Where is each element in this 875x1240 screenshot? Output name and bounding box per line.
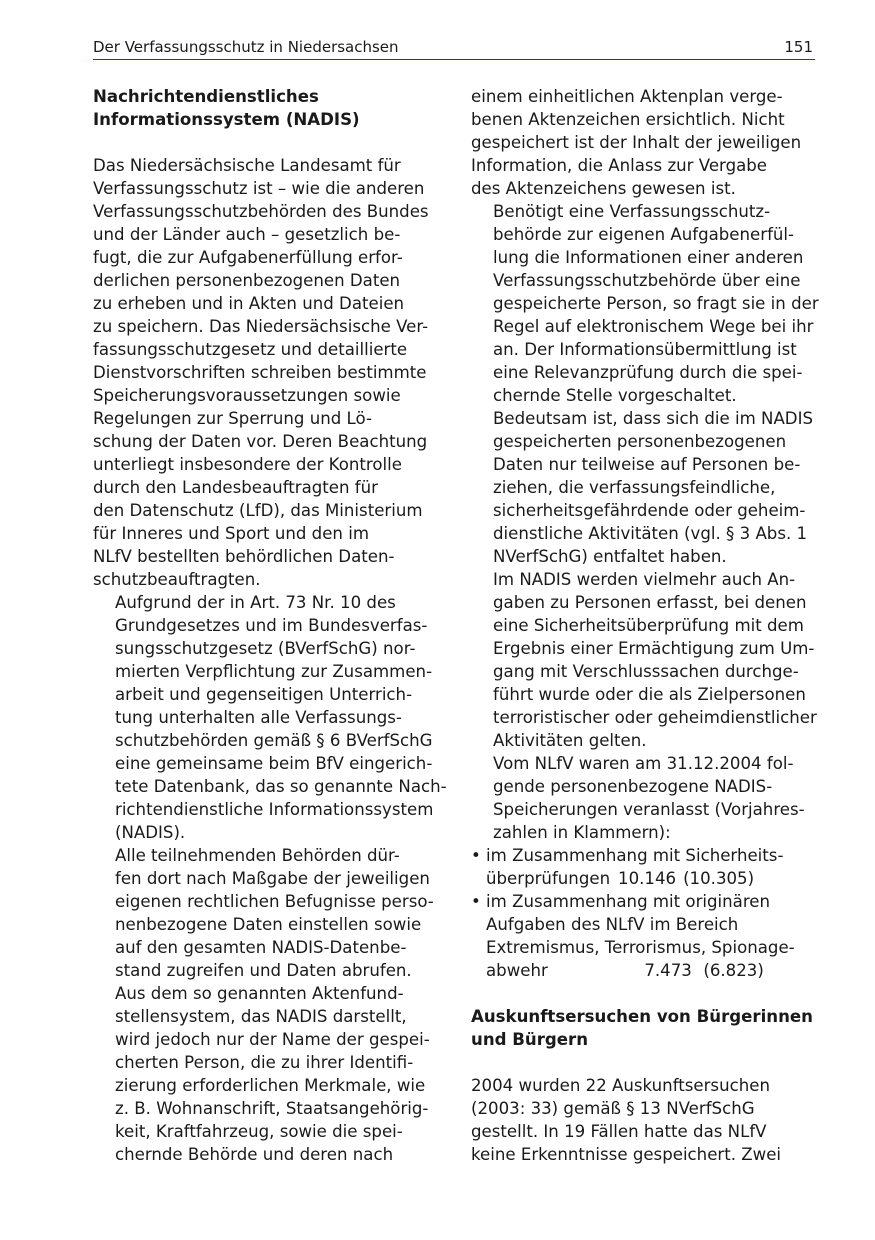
paragraph (93, 154, 438, 591)
text-line: Daten nur teilweise auf Personen be- (493, 455, 801, 474)
previous-count: (10.305) (683, 869, 755, 888)
paragraph (93, 844, 438, 982)
heading-line: Auskunftsersuchen von Bürgerinnen (471, 1007, 813, 1026)
text-line: gaben zu Personen erfasst, bei denen (493, 593, 807, 612)
bullet-value-line (471, 867, 816, 890)
text-line: behörde zur eigenen Aufgabenerfül- (493, 225, 795, 244)
text-line: chernde Stelle vorgeschaltet. (493, 386, 737, 405)
text-line: cherten Person, die zu ihrer Identifi- (115, 1053, 414, 1072)
text-line: Speicherungsvoraussetzungen sowie (93, 386, 401, 405)
text-line: Aufgrund der in Art. 73 Nr. 10 des (115, 593, 396, 612)
text-line: gang mit Verschlusssachen durchge- (493, 662, 799, 681)
text-line: Benötigt eine Verfassungsschutz- (493, 202, 771, 221)
text-line: zahlen in Klammern): (493, 823, 671, 842)
text-line: tung unterhalten alle Verfassungs- (115, 708, 402, 727)
text-line: keit, Kraftfahrzeug, sowie die spei- (115, 1122, 403, 1141)
text-line: (2003: 33) gemäß § 13 NVerfSchG (471, 1099, 755, 1118)
text-line: tete Datenbank, das so genannte Nach- (115, 777, 447, 796)
right-column (471, 85, 819, 1166)
text-line: gespeicherte Person, so fragt sie in der (493, 294, 819, 313)
text-line: 2004 wurden 22 Auskunftsersuchen (471, 1076, 770, 1095)
text-line: und der Länder auch – gesetzlich be- (93, 225, 401, 244)
paragraph (93, 591, 447, 844)
text-line: Regelungen zur Sperrung und Lö- (93, 409, 372, 428)
text-line: Dienstvorschriften schreiben bestimmte (93, 363, 427, 382)
text-line: ziehen, die verfassungsfeindliche, (493, 478, 776, 497)
text-line: gespeicherten personenbezogenen (493, 432, 787, 451)
text-line: auf den gesamten NADIS-Datenbe- (115, 938, 407, 957)
text-line: durch den Landesbeauftragten für (93, 478, 378, 497)
text-line: zierung erforderlichen Merkmale, wie (115, 1076, 426, 1095)
bullet-item (471, 890, 816, 982)
text-line: dienstliche Aktivitäten (vgl. § 3 Abs. 1 (493, 524, 808, 543)
paragraph (471, 1074, 816, 1166)
text-line: gespeichert ist der Inhalt der jeweiligen (471, 133, 802, 152)
current-count: 10.146 (618, 869, 677, 888)
bullet-line: • im Zusammenhang mit originären (471, 892, 771, 911)
section-heading-nadis (93, 85, 438, 131)
bullet-value-line (471, 959, 816, 982)
paragraph (471, 85, 816, 200)
text-line: fassungsschutzgesetz und detaillierte (93, 340, 408, 359)
text-line: des Aktenzeichens gewesen ist. (471, 179, 736, 198)
heading-line: Informationssystem (NADIS) (93, 110, 360, 129)
text-line: Bedeutsam ist, dass sich die im NADIS (493, 409, 814, 428)
heading-line: und Bürgern (471, 1030, 589, 1049)
paragraph (471, 407, 816, 568)
paragraph (471, 752, 816, 844)
bullet-list (471, 844, 816, 982)
text-line: führt wurde oder die als Zielpersonen (493, 685, 806, 704)
text-line: z. B. Wohnanschrift, Staatsangehörig- (115, 1099, 429, 1118)
running-header (93, 37, 815, 60)
text-line: mierten Verpflichtung zur Zusammen- (115, 662, 433, 681)
current-count: 7.473 (644, 961, 692, 980)
text-line: Aus dem so genannten Aktenfund- (115, 984, 404, 1003)
text-line: den Datenschutz (LfD), das Ministerium (93, 501, 423, 520)
text-line: eine Sicherheitsüberprüfung mit dem (493, 616, 804, 635)
text-line: benen Aktenzeichen ersichtlich. Nicht (471, 110, 785, 129)
text-line: lung die Informationen einer anderen (493, 248, 804, 267)
text-line: Vom NLfV waren am 31.12.2004 fol- (493, 754, 794, 773)
text-line: Das Niedersächsische Landesamt für (93, 156, 401, 175)
previous-count: (6.823) (703, 961, 764, 980)
text-line: für Inneres und Sport und den im (93, 524, 369, 543)
text-line: einem einheitlichen Aktenplan verge- (471, 87, 783, 106)
paragraph (471, 200, 819, 407)
text-line: Information, die Anlass zur Vergabe (471, 156, 768, 175)
paragraph (93, 982, 438, 1166)
text-line: schung der Daten vor. Deren Beachtung (93, 432, 428, 451)
text-line: richtendienstliche Informationssystem (115, 800, 434, 819)
text-line: schutzbehörden gemäß § 6 BVerfSchG (115, 731, 433, 750)
text-line: sungsschutzgesetz (BVerfSchG) nor- (115, 639, 416, 658)
text-line: wird jedoch nur der Name der gespei- (115, 1030, 430, 1049)
section-heading-auskunft (471, 1005, 816, 1051)
text-line: Speicherungen veranlasst (Vorjahres- (493, 800, 805, 819)
text-line: (NADIS). (115, 823, 186, 842)
text-line: Grundgesetzes und im Bundesverfas- (115, 616, 428, 635)
text-line: eigenen rechtlichen Befugnisse perso- (115, 892, 434, 911)
text-line: keine Erkenntnisse gespeichert. Zwei (471, 1145, 782, 1164)
text-line: eine Relevanzprüfung durch die spei- (493, 363, 803, 382)
paragraph (471, 568, 816, 752)
page-number: 151 (784, 38, 813, 56)
bullet-line: Extremismus, Terrorismus, Spionage- (486, 938, 795, 957)
text-line: chernde Behörde und deren nach (115, 1145, 394, 1164)
running-title: Der Verfassungsschutz in Niedersachsen (93, 38, 399, 56)
bullet-item (471, 844, 816, 890)
text-line: nenbezogene Daten einstellen sowie (115, 915, 422, 934)
text-line: an. Der Informationsübermittlung ist (493, 340, 797, 359)
bullet-line: Aufgaben des NLfV im Bereich (486, 915, 739, 934)
bullet-line: • im Zusammenhang mit Sicherheits- (471, 846, 784, 865)
text-line: NLfV bestellten behördlichen Daten- (93, 547, 395, 566)
text-line: zu speichern. Das Niedersächsische Ver- (93, 317, 429, 336)
text-line: terroristischer oder geheimdienstlicher (493, 708, 817, 727)
text-line: Verfassungsschutzbehörde über eine (493, 271, 801, 290)
text-line: eine gemeinsame beim BfV eingerich- (115, 754, 433, 773)
text-line: Im NADIS werden vielmehr auch An- (493, 570, 796, 589)
text-line: sicherheitsgefährdende oder geheim- (493, 501, 806, 520)
text-line: Ergebnis einer Ermächtigung zum Um- (493, 639, 815, 658)
text-line: schutzbeauftragten. (93, 570, 261, 589)
text-line: fugt, die zur Aufgabenerfüllung erfor- (93, 248, 403, 267)
text-line: arbeit und gegenseitigen Unterrich- (115, 685, 413, 704)
text-line: NVerfSchG) entfaltet haben. (493, 547, 727, 566)
text-line: Alle teilnehmenden Behörden dür- (115, 846, 400, 865)
text-line: Regel auf elektronischem Wege bei ihr (493, 317, 814, 336)
heading-line: Nachrichtendienstliches (93, 87, 319, 106)
text-line: gende personenbezogene NADIS- (493, 777, 773, 796)
text-line: fen dort nach Maßgabe der jeweiligen (115, 869, 430, 888)
text-line: derlichen personenbezogenen Daten (93, 271, 401, 290)
bullet-label: überprüfungen (486, 869, 611, 888)
left-column (93, 85, 447, 1166)
text-line: Verfassungsschutz ist – wie die anderen (93, 179, 425, 198)
bullet-label: abwehr (486, 961, 548, 980)
text-line: stellensystem, das NADIS darstellt, (115, 1007, 407, 1026)
text-line: gestellt. In 19 Fällen hatte das NLfV (471, 1122, 767, 1141)
text-line: unterliegt insbesondere der Kontrolle (93, 455, 402, 474)
text-line: Aktivitäten gelten. (493, 731, 647, 750)
text-line: zu erheben und in Akten und Dateien (93, 294, 405, 313)
text-line: stand zugreifen und Daten abrufen. (115, 961, 412, 980)
text-line: Verfassungsschutzbehörden des Bundes (93, 202, 429, 221)
